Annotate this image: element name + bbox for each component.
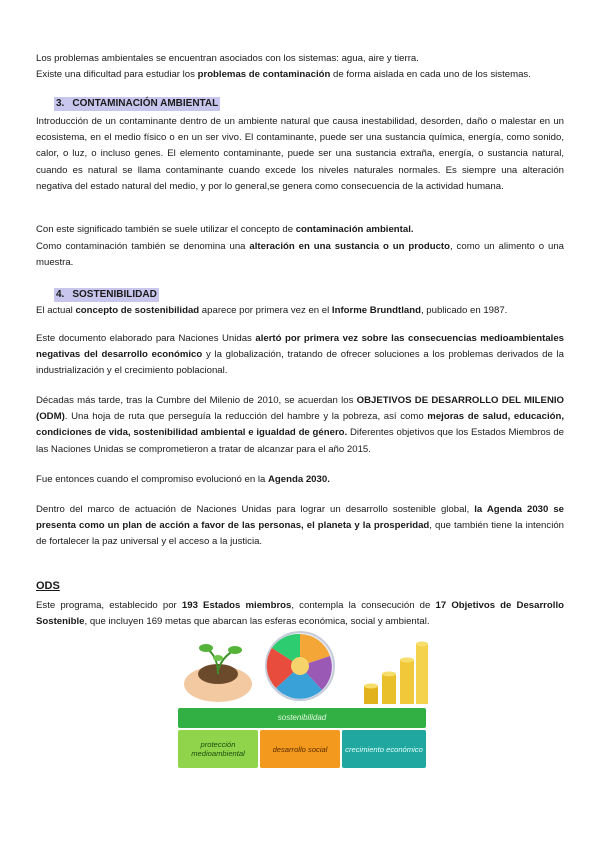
section-3-paragraph-1: Introducción de un contaminante dentro de un ambiente natural que causa inestabilidad, desorden, daño o malestar en un ecosistema, en el medio físico o en un ser vivo. El contaminante, puede ser una sustancia química, energía, como sonido, calor, o luz, o incluso genes. El elemento contaminante, puede ser una sustancia extraña, energía, o sustancia natural, cuando es natural se llama contaminante cuando excede los niveles naturales normales. Es siempre una alteración negativa del estado natural del medio, y por lo general,se genera como consecuencia de la actividad humana.: [36, 116, 564, 192]
section-3-paragraph-2: Con este significado también se suele utilizar el concepto de contaminación ambiental.: [36, 224, 414, 235]
hands-plant-icon: [184, 644, 252, 702]
intro-line-2: Existe una dificultad para estudiar los problemas de contaminación de forma aislada en cada uno de los sistemas.: [36, 69, 531, 80]
tier-economic: crecimiento económico: [342, 730, 426, 768]
coin-stacks-icon: [364, 642, 428, 705]
section-3-paragraph-3: Como contaminación también se denomina una alteración en una sustancia o un producto, como un alimento o una muestra.: [36, 241, 564, 269]
sustainability-figure: [172, 630, 432, 770]
tier-social: desarrollo social: [260, 730, 340, 768]
section-3-heading: 3. CONTAMINACIÓN AMBIENTAL: [56, 98, 219, 109]
section-4-paragraph-1: El actual concepto de sostenibilidad aparece por primera vez en el Informe Brundtland, publicado en 1987.: [36, 305, 508, 316]
section-4-paragraph-4: Fue entonces cuando el compromiso evolucionó en la Agenda 2030.: [36, 474, 330, 485]
section-4-paragraph-3: Décadas más tarde, tras la Cumbre del Milenio de 2010, se acuerdan los OBJETIVOS DE DESARROLLO DEL MILENIO (ODM). Una hoja de ruta que perseguía la reducción del hambre y la pobreza, así como mejoras de salud, educación, condiciones de vida, sostenibilidad ambiental e igualdad de género. Diferentes objetivos que los Estados Miembros de las Naciones Unidas se comprometieron a tratar de alcanzar para el año 2015.: [36, 395, 565, 455]
section-4-heading: 4. SOSTENIBILIDAD: [56, 289, 157, 300]
tier-environmental: protección medioambiental: [178, 730, 258, 768]
intro-line-1: Los problemas ambientales se encuentran asociados con los sistemas: agua, aire y tierra.: [36, 53, 419, 64]
people-plate-icon: [266, 632, 334, 700]
sustainability-bar: sostenibilidad: [178, 708, 426, 728]
ods-paragraph: Este programa, establecido por 193 Estados miembros, contempla la consecución de 17 Objetivos de Desarrollo Sostenible, que incluyen 169 metas que abarcan las esferas económica, social y ambiental.: [36, 600, 564, 628]
figure-illustration: [172, 630, 432, 710]
section-4-paragraph-2: Este documento elaborado para Naciones Unidas alertó por primera vez sobre las consecuencias medioambientales negativas del desarrollo económico y la globalización, tratando de ofrecer soluciones a los problemas derivados de la industrialización y el crecimiento poblacional.: [36, 333, 564, 377]
ods-heading: ODS: [36, 580, 60, 592]
section-4-paragraph-5: Dentro del marco de actuación de Naciones Unidas para lograr un desarrollo sostenible global, la Agenda 2030 se presenta como un plan de acción a favor de las personas, el planeta y la prosperidad, que también tiene la intención de fortalecer la paz universal y el acceso a la justicia.: [36, 504, 564, 548]
